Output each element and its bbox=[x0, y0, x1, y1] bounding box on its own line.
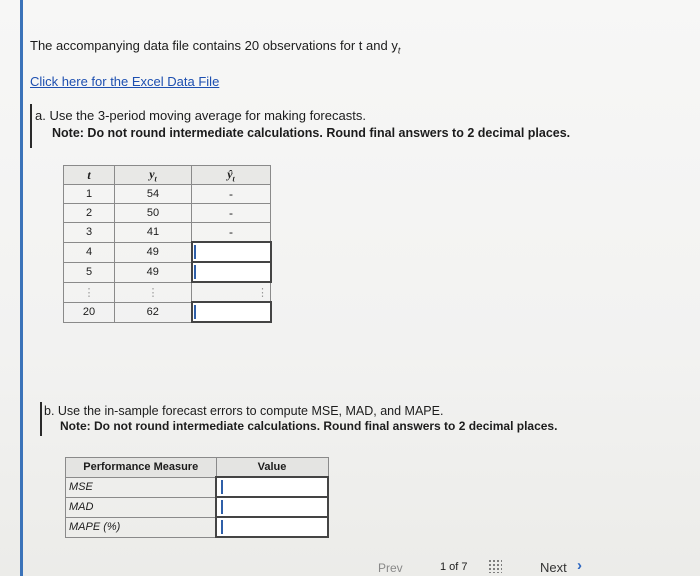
y-cell: 54 bbox=[115, 185, 192, 204]
y-cell: 62 bbox=[115, 302, 192, 322]
t-cell: 3 bbox=[64, 223, 115, 243]
yhat-cell: - bbox=[192, 223, 271, 243]
table-row bbox=[66, 497, 329, 517]
t-cell: ⋮ bbox=[64, 282, 115, 302]
table-row bbox=[64, 302, 271, 322]
table-header-row bbox=[64, 166, 271, 185]
intro-text: The accompanying data file contains 20 observations for t and $y_t$ bbox=[30, 38, 401, 56]
table-row bbox=[66, 517, 329, 537]
part-a-question: a. Use the 3-period moving average for making forecasts. bbox=[35, 108, 366, 123]
yhat-cell: ⋮ bbox=[192, 282, 271, 302]
y-cell: ⋮ bbox=[115, 282, 192, 302]
left-accent-rule bbox=[20, 0, 23, 576]
excel-data-link[interactable]: Click here for the Excel Data File bbox=[30, 74, 220, 89]
t-cell: 5 bbox=[64, 262, 115, 282]
y-header: $y_t$ bbox=[115, 166, 192, 185]
mad-label: MAD bbox=[66, 497, 217, 517]
prev-button[interactable]: Prev bbox=[378, 561, 403, 575]
mape-label: MAPE (%) bbox=[66, 517, 217, 537]
mse-input[interactable] bbox=[216, 477, 328, 497]
t-header: t bbox=[64, 166, 115, 185]
part-b-note: Note: Do not round intermediate calculations. Round final answers to 2 decimal places. bbox=[60, 419, 558, 433]
measure-header: Performance Measure bbox=[66, 458, 217, 478]
table-row-ellipsis bbox=[64, 282, 271, 302]
chevron-right-icon[interactable]: › bbox=[577, 557, 582, 574]
t-cell: 4 bbox=[64, 242, 115, 262]
mape-input[interactable] bbox=[216, 517, 328, 537]
forecast-input-t20[interactable] bbox=[192, 302, 271, 322]
page-indicator: 1 of 7 bbox=[440, 561, 468, 573]
mse-label: MSE bbox=[66, 477, 217, 497]
part-a-note: Note: Do not round intermediate calculations. Round final answers to 2 decimal places. bbox=[52, 126, 571, 140]
table-row bbox=[64, 262, 271, 282]
perf-header-row bbox=[66, 458, 329, 478]
t-cell: 2 bbox=[64, 204, 115, 223]
grid-icon[interactable] bbox=[488, 559, 502, 573]
table-row bbox=[66, 477, 329, 497]
value-header: Value bbox=[216, 458, 328, 478]
y-cell: 49 bbox=[115, 262, 192, 282]
forecast-input-t5[interactable] bbox=[192, 262, 271, 282]
table-row bbox=[64, 242, 271, 262]
next-button[interactable]: Next bbox=[540, 560, 567, 575]
performance-table bbox=[65, 457, 329, 538]
table-row bbox=[64, 185, 271, 204]
y-cell: 41 bbox=[115, 223, 192, 243]
forecast-input-t4[interactable] bbox=[192, 242, 271, 262]
t-cell: 20 bbox=[64, 302, 115, 322]
table-row bbox=[64, 223, 271, 243]
footer-nav bbox=[0, 552, 700, 576]
part-b-marker bbox=[40, 402, 42, 436]
t-cell: 1 bbox=[64, 185, 115, 204]
yhat-cell: - bbox=[192, 204, 271, 223]
part-a-marker bbox=[30, 104, 32, 148]
yhat-cell: - bbox=[192, 185, 271, 204]
y-cell: 50 bbox=[115, 204, 192, 223]
part-b-question: b. Use the in-sample forecast errors to compute MSE, MAD, and MAPE. bbox=[44, 404, 444, 418]
y-cell: 49 bbox=[115, 242, 192, 262]
yhat-header: $ŷ_t$ bbox=[192, 166, 271, 185]
table-row bbox=[64, 204, 271, 223]
moving-average-table bbox=[63, 165, 272, 323]
mad-input[interactable] bbox=[216, 497, 328, 517]
